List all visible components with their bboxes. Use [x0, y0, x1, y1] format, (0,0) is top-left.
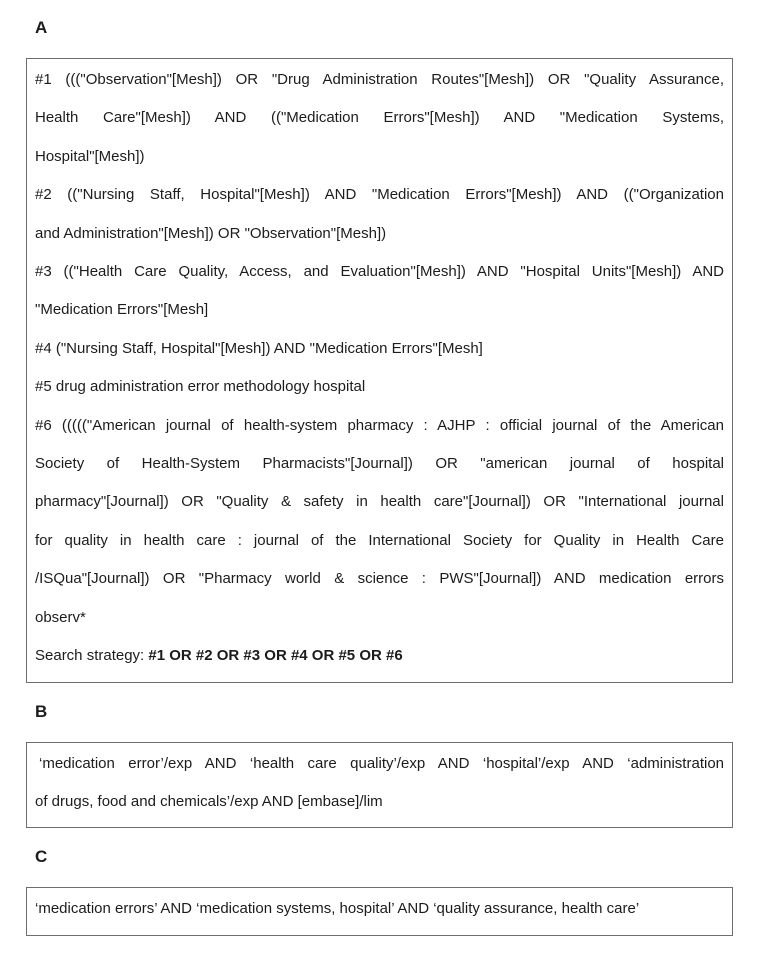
search-strategy-combination: #1 OR #2 OR #3 OR #4 OR #5 OR #6	[148, 647, 403, 665]
query-line: for quality in health care : journal of the International Society for Quality in Health Care	[35, 531, 724, 549]
query-line: pharmacy"[Journal]) OR "Quality & safety in health care"[Journal]) OR "International journal	[35, 493, 724, 511]
query-line: ‘medication error’/exp AND ‘health care quality’/exp AND ‘hospital’/exp AND ‘administration	[39, 754, 724, 772]
panel-b	[26, 700, 733, 829]
query-paragraph	[35, 890, 724, 928]
panel-b-label: B	[35, 701, 48, 721]
query-line: #4 ("Nursing Staff, Hospital"[Mesh]) AND "Medication Errors"[Mesh]	[35, 339, 483, 357]
query-paragraph	[35, 253, 724, 330]
panel-a	[26, 16, 733, 683]
query-paragraph	[35, 176, 724, 253]
search-strategy-prefix: Search strategy:	[35, 647, 149, 665]
query-line: observ*	[35, 608, 86, 626]
query-line: #5 drug administration error methodology hospital	[35, 378, 366, 396]
query-line: #6 ((((("American journal of health-system pharmacy : AJHP : official journal of the American	[35, 416, 724, 434]
query-line: #1 ((("Observation"[Mesh]) OR "Drug Administration Routes"[Mesh]) OR "Quality Assurance,	[35, 71, 724, 88]
query-paragraph	[35, 407, 724, 637]
query-line: #2 (("Nursing Staff, Hospital"[Mesh]) AND "Medication Errors"[Mesh]) AND (("Organization	[35, 186, 724, 204]
query-line: Society of Health-System Pharmacists"[Journal]) OR "american journal of hospital	[35, 455, 724, 473]
query-paragraph	[35, 330, 724, 368]
panel-c	[26, 845, 733, 935]
panel-b-search-box	[26, 742, 733, 829]
panel-c-label: C	[35, 847, 48, 867]
query-paragraph	[35, 745, 724, 822]
panel-a-search-box	[26, 58, 733, 683]
query-line: "Medication Errors"[Mesh]	[35, 301, 209, 319]
query-line: Hospital"[Mesh])	[35, 147, 145, 165]
query-line: /ISQua"[Journal]) OR "Pharmacy world & science : PWS"[Journal]) AND medication errors	[35, 570, 724, 588]
query-line: #3 (("Health Care Quality, Access, and Evaluation"[Mesh]) AND "Hospital Units"[Mesh]) AND	[35, 263, 724, 281]
query-line: and Administration"[Mesh]) OR "Observation"[Mesh])	[35, 224, 387, 242]
query-line: of drugs, food and chemicals’/exp AND [embase]/lim	[35, 792, 383, 810]
query-line: Health Care"[Mesh]) AND (("Medication Errors"[Mesh]) AND "Medication Systems,	[35, 109, 724, 127]
query-paragraph	[35, 368, 724, 406]
search-strategy-line	[35, 637, 724, 675]
query-paragraph	[35, 61, 724, 176]
panel-c-search-box	[26, 887, 733, 935]
query-line: ‘medication errors’ AND ‘medication systems, hospital’ AND ‘quality assurance, health care’	[35, 900, 640, 918]
panel-a-label: A	[35, 18, 48, 37]
